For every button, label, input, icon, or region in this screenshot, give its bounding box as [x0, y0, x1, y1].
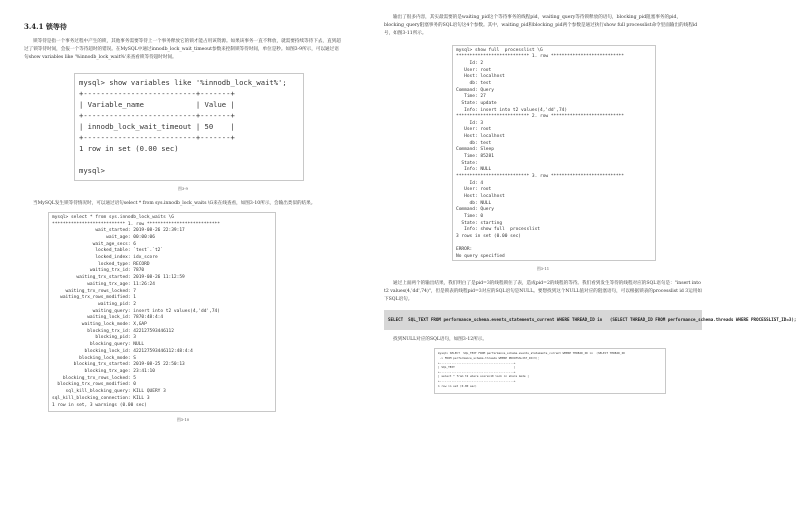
variables-output: mysql> show variables like '%innodb_lock_wait%'; +--------------------------+-------+ | Variable_name | Value | +--------------------------+-------+ | innodb_lock_wait_timeout | 50 | +--------------------------+-------+ 1 row in set (0.00 sec) mysql> — [74, 73, 304, 181]
output-paragraph: 输出了很多内容，其实最需要的是waiting_pid这个等待事务的线程pid，waiting_query等待锁释放的语句，blocking_pid阻塞事务的pid，blocking_query阻塞事务的SQL语句这4个参数。其中，waiting_pid和blocking_pid两个参数是通过执行show full processlist命令里面输出的线程id号，如图3-11所示。 — [384, 15, 698, 37]
figure-caption-3-9: 图3-9 — [178, 185, 188, 191]
lock-waits-output: mysql> select * from sys.innodb_lock_waits \G *************************** 1. row *************************** wait_started: 2019-08-26 22:39:17 wait_age: 00:00:06 wait_age_secs: 6 locked_table: `test`.`t2` locked_index: idx_score locked_type: RECORD waiting_trx_id: 7870 waiting_trx_started: 2019-08-26 11:12:59 waiting_trx_age: 11:26:24 waiting_trx_rows_locked: 7 waiting_trx_rows_modified: 1 waiting_pid: 2 waiting_query: insert into t2 values(4,'dd',74) waiting_lock_id: 7870:48:4:4 waiting_lock_mode: X,GAP blocking_trx_id: 422127593446112 blocking_pid: 3 blocking_query: NULL blocking_lock_id: 422127593446112:48:4:4 blocking_lock_mode: S blocking_trx_started: 2019-08-25 22:50:13 blocking_trx_age: 23:41:10 blocking_trx_rows_locked: 5 blocking_trx_rows_modified: 0 sql_kill_blocking_query: KILL QUERY 3 sql_kill_blocking_connection: KILL 3 1 row in set, 3 warnings (0.00 sec) — [48, 212, 276, 412]
processlist-output: mysql> show full processlist \G *************************** 1. row *************************** Id: 2 User: root Host: localhost db: test Command: Query Time: 27 State: update Info: insert into t2 values(4,'dd',74) *************************** 2. row *************************** Id: 3 User: root Host: localhost db: test Command: Sleep Time: 85281 State: Info: NULL *************************** 3. row *************************** Id: 4 User: root Host: localhost db: NULL Command: Query Time: 0 State: starting Info: show full processlist 3 rows in set (0.00 sec) ERROR: No query specified — [452, 45, 656, 261]
figure-caption-3-10: 图3-10 — [176, 416, 190, 422]
find-sql-paragraph: 找到NULL对应的SQL语句，如图3-12所示。 — [393, 337, 487, 343]
figure-caption-3-11: 图3-11 — [536, 265, 550, 271]
sql-statement-bar: SELECT SQL_TEXT FROM performance_schema.events_statements_current WHERE THREAD_ID in (SELECT THREAD_ID FROM performance_schema.threads WHERE PROCESSLIST_ID=3); — [384, 310, 702, 330]
intro-paragraph: 锁等待是指一个事务过程中产生的锁，其他事务需要等待上一个事务释放它的锁才能占用该资源。如果该事务一直不释放，就需要持续等待下去，直到超过了锁等待时间，会报一个等待超时的错误。在MySQL中通过innodb_lock_wait_timeout参数来控制锁等待时间，单位是秒。如图3-9所示，可以通过语句show variables like '%innodb_lock_wait%'来查看锁等待超时时间。 — [24, 39, 341, 61]
sql-text-output: mysql> SELECT SQL_TEXT FROM performance_schema.events_statements_current WHERE THREAD_ID in (SELECT THREAD_ID -> FROM performance_schema.threads WHERE PROCESSLIST_ID=3); +--------------------------------------------+ | SQL_TEXT | +--------------------------------------------+ | select * from t2 where score>10 lock in share mode | +--------------------------------------------+ 1 row in set (0.00 sec) — [434, 348, 666, 394]
section-title: 3.4.1 锁等待 — [24, 22, 67, 31]
right-page — [360, 0, 796, 508]
lock-waits-paragraph: 当MySQL发生锁等待情况时，可以通过语句select * from sys.innodb_lock_waits \G来在线查看，如图3-10所示，会输出类似的结果。 — [33, 200, 316, 206]
left-page — [0, 0, 360, 508]
analysis-paragraph: 通过上面两个的输出结果，我们明白了是pid=3的线程锁住了表，造成pid=2的线程的等待。我们看到发生等待的线程对应的SQL语句是："insert into t2 values(4,'dd',74)"，但是锁表的线程pid=3对应的SQL语句是NULL。要想找到这个NULL值对应的阻塞语句，可以根据锁表的processlist id 3运用如下SQL语句。 — [384, 280, 702, 303]
